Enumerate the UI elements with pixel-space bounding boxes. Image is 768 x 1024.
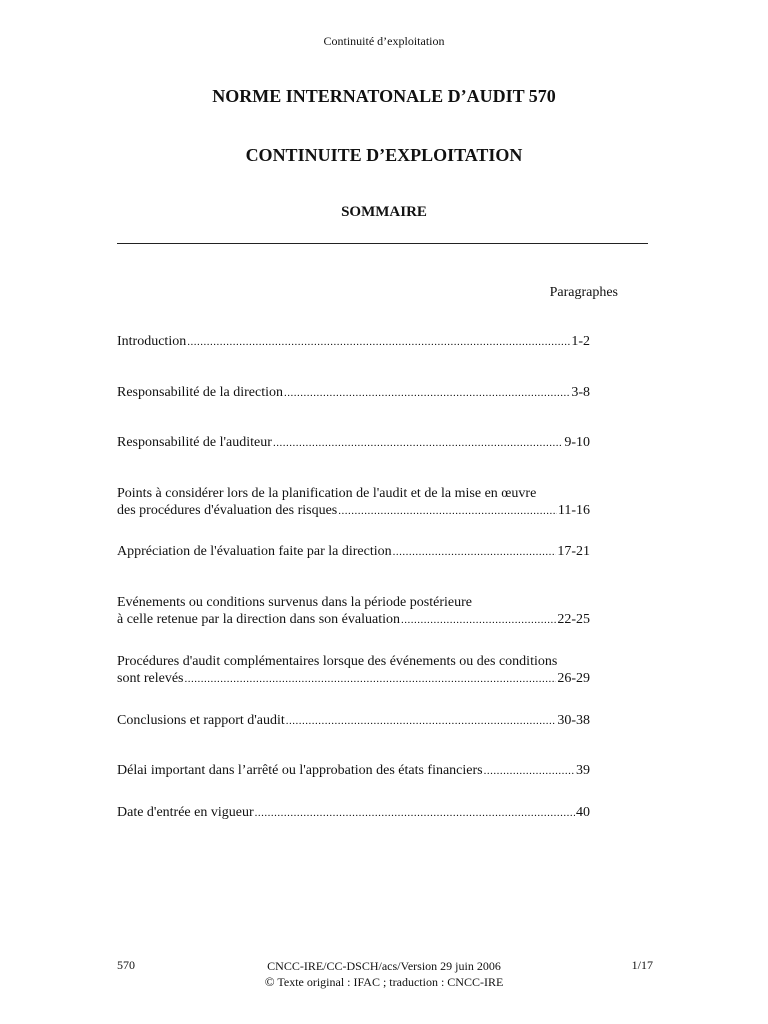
toc-entry-paragraphs: 39 xyxy=(576,763,590,778)
contents-title: SOMMAIRE xyxy=(341,204,427,220)
toc-entry-label-line1: Evénements ou conditions survenus dans la période postérieure xyxy=(117,595,472,610)
subject-title: CONTINUITE D’EXPLOITATION xyxy=(245,145,523,165)
toc-entry-label: Date d'entrée en vigueur xyxy=(117,805,254,820)
dot-leader xyxy=(255,805,575,822)
toc-entry-label: Délai important dans l’arrêté ou l'approbation des états financiers xyxy=(117,763,483,778)
toc-entry-label: Responsabilité de la direction xyxy=(117,385,284,400)
title-rule xyxy=(117,243,648,244)
toc-entry-label-line2: sont relevés xyxy=(117,671,184,686)
toc-entry-introduction xyxy=(117,333,590,351)
dot-leader xyxy=(286,713,557,730)
toc-entry-paragraphs: 40 xyxy=(576,805,590,820)
toc-entry-label-line2: à celle retenue par la direction dans son évaluation xyxy=(117,612,400,627)
toc-entry-label: Responsabilité de l'auditeur xyxy=(117,435,272,450)
toc-entry-effective-date xyxy=(117,804,590,822)
toc-line xyxy=(117,804,590,822)
footer-copyright-line xyxy=(0,974,768,990)
toc-line xyxy=(117,384,590,402)
dot-leader xyxy=(484,763,575,780)
toc-entry-label-line1: Procédures d'audit complémentaires lorsque des événements ou des conditions xyxy=(117,654,558,669)
toc-line xyxy=(117,611,590,629)
dot-leader xyxy=(338,503,557,520)
dot-leader xyxy=(273,435,563,452)
toc-line xyxy=(117,762,590,780)
toc-entry-paragraphs: 1-2 xyxy=(571,334,590,349)
dot-leader xyxy=(284,385,570,402)
toc-entry-paragraphs: 9-10 xyxy=(564,435,590,450)
footer-standard-number: 570 xyxy=(117,958,135,972)
standard-title: NORME INTERNATONALE D’AUDIT 570 xyxy=(212,86,556,106)
toc-entry-paragraphs: 26-29 xyxy=(557,671,590,686)
toc-entry-label: Appréciation de l'évaluation faite par la direction xyxy=(117,544,392,559)
footer-version: CNCC-IRE/CC-DSCH/acs/Version 29 juin 2006 xyxy=(267,959,501,973)
dot-leader xyxy=(393,544,557,561)
toc-entry-paragraphs: 22-25 xyxy=(557,612,590,627)
toc-line xyxy=(117,670,590,688)
toc-entry-label-line2: des procédures d'évaluation des risques xyxy=(117,503,338,518)
dot-leader xyxy=(401,612,556,629)
toc-entry-conclusions-report xyxy=(117,712,590,730)
toc-line xyxy=(117,434,590,452)
toc-entry-label: Conclusions et rapport d'audit xyxy=(117,713,285,728)
paragraphs-column-heading: Paragraphes xyxy=(549,285,618,300)
toc-entry-planning-considerations xyxy=(117,485,590,520)
toc-entry-paragraphs: 3-8 xyxy=(571,385,590,400)
toc-entry-subsequent-events xyxy=(117,594,590,629)
toc-line xyxy=(117,502,590,520)
dot-leader xyxy=(184,671,556,688)
toc-entry-paragraphs: 17-21 xyxy=(557,544,590,559)
toc-entry-paragraphs: 30-38 xyxy=(557,713,590,728)
copyright-icon: © xyxy=(264,974,275,989)
toc-entry-additional-procedures xyxy=(117,653,590,688)
toc-line xyxy=(117,333,590,351)
toc-line xyxy=(117,712,590,730)
toc-entry-management-responsibility xyxy=(117,384,590,402)
toc-entry-paragraphs: 11-16 xyxy=(557,503,590,518)
toc-entry-evaluation-assessment xyxy=(117,543,590,561)
toc-line xyxy=(117,543,590,561)
running-header: Continuité d’exploitation xyxy=(323,34,445,48)
toc-entry-label-line1: Points à considérer lors de la planification de l'audit et de la mise en œuvre xyxy=(117,486,537,501)
toc-entry-significant-delay xyxy=(117,762,590,780)
footer-copyright: Texte original : IFAC ; traduction : CNCC-IRE xyxy=(277,975,504,989)
toc-entry-auditor-responsibility xyxy=(117,434,590,452)
toc-entry-label: Introduction xyxy=(117,334,187,349)
dot-leader xyxy=(187,334,570,351)
footer-page-number: 1/17 xyxy=(631,958,653,972)
